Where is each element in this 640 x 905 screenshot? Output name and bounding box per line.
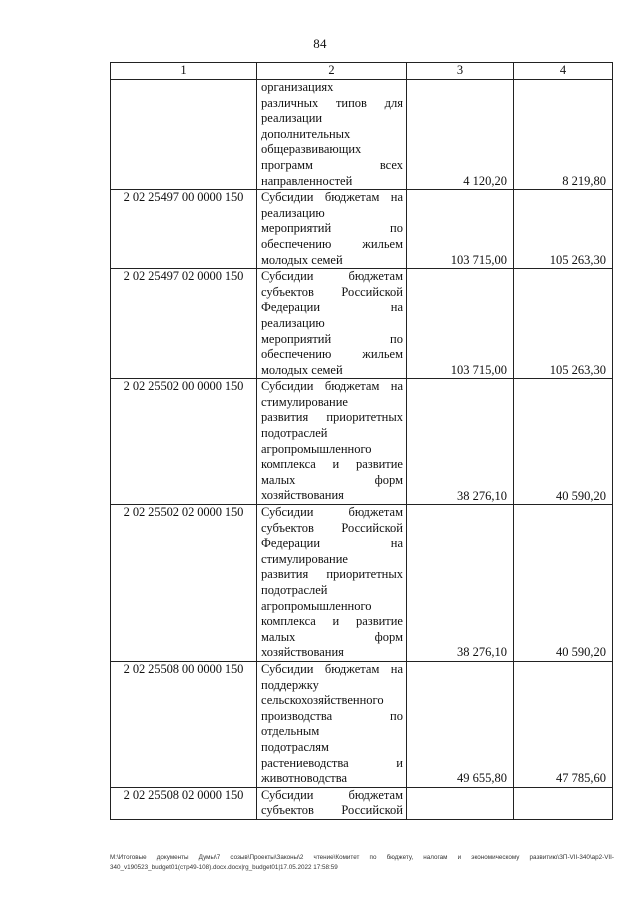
description-line: молодых семей [261,362,343,377]
description-line: общеразвивающих [261,142,362,157]
description-line: поддержку [261,677,319,692]
description-cell [257,787,407,819]
amount-column-3-cell: 49 655,80 [407,661,514,787]
description-line: программ всех [261,157,403,172]
description-cell [257,80,407,190]
budget-code-cell: 2 02 25497 02 0000 150 [111,269,257,379]
column-number-3: 3 [407,63,514,80]
budget-code-cell: 2 02 25508 02 0000 150 [111,787,257,819]
description-line: стимулирование [261,551,348,566]
table-row [111,269,613,379]
amount-column-3-cell: 4 120,20 [407,80,514,190]
description-line: Субсидии бюджетам [261,505,403,520]
description-line: развития приоритетных [261,567,403,582]
amount-column-3-cell [407,787,514,819]
budget-code-cell: 2 02 25508 00 0000 150 [111,661,257,787]
description-line: подотраслей [261,426,328,441]
description-line: отдельным [261,724,320,739]
description-line: малых форм [261,472,403,487]
description-line: малых форм [261,629,403,644]
amount-column-4-cell: 40 590,20 [514,505,613,662]
description-line: Субсидии бюджетам [261,787,403,802]
description-line: хозяйствования [261,645,344,660]
description-cell [257,661,407,787]
amount-column-3-cell: 38 276,10 [407,379,514,505]
description-line: хозяйствования [261,488,344,503]
description-line: реализацию [261,205,325,220]
description-line: развития приоритетных [261,410,403,425]
description-line: Субсидии бюджетам на [261,661,403,676]
description-line: агропромышленного [261,598,372,613]
description-line: стимулирование [261,394,348,409]
description-line: Субсидии бюджетам на [261,190,403,205]
description-cell [257,190,407,269]
description-line: молодых семей [261,252,343,267]
description-cell [257,269,407,379]
document-path-footer [110,853,614,873]
column-number-4: 4 [514,63,613,80]
description-line: сельскохозяйственного [261,693,384,708]
table-row [111,661,613,787]
footer-path-line-1: M:\Итоговые документы Думы\7 созыв\Проекты\Законы\2 чтение\Комитет по бюджету, налогам и экономическому развитию\ЗП-VII-340\ap2-VII- [110,854,614,861]
description-line: мероприятий по [261,331,403,346]
column-number-row [111,63,613,80]
description-line: обеспечению жильем [261,236,403,251]
budget-table [110,62,613,820]
description-line: различных типов для [261,95,403,110]
table-row [111,190,613,269]
column-number-1: 1 [111,63,257,80]
description-line: комплекса и развитие [261,614,403,629]
description-line: субъектов Российской [261,284,403,299]
amount-column-4-cell: 40 590,20 [514,379,613,505]
description-line: мероприятий по [261,221,403,236]
column-number-2: 2 [257,63,407,80]
amount-column-3-cell: 38 276,10 [407,505,514,662]
description-line: обеспечению жильем [261,347,403,362]
description-line: комплекса и развитие [261,457,403,472]
description-line: животноводства [261,771,347,786]
footer-path-line-2: 340_v190523_budget01(стр49-108).docx.docx|rg_budget01|17.05.2022 17:58:59 [110,864,338,871]
budget-code-cell [111,80,257,190]
description-line: субъектов Российской [261,803,403,818]
description-line: подотраслям [261,739,329,754]
description-cell [257,505,407,662]
amount-column-3-cell: 103 715,00 [407,269,514,379]
page-number: 84 [313,36,327,51]
budget-code-cell: 2 02 25502 02 0000 150 [111,505,257,662]
description-line: подотраслей [261,583,328,597]
description-cell [257,379,407,505]
description-line: Федерации на [261,536,403,551]
amount-column-4-cell: 8 219,80 [514,80,613,190]
description-line: реализацию [261,315,325,330]
table-row [111,379,613,505]
table-row [111,80,613,190]
description-line: Субсидии бюджетам [261,269,403,284]
amount-column-4-cell: 105 263,30 [514,190,613,269]
amount-column-4-cell: 47 785,60 [514,661,613,787]
table-row [111,505,613,662]
description-line: Федерации на [261,300,403,315]
budget-code-cell: 2 02 25497 00 0000 150 [111,190,257,269]
description-line: Субсидии бюджетам на [261,379,403,394]
description-line: субъектов Российской [261,520,403,535]
description-line: направленностей [261,173,353,188]
budget-code-cell: 2 02 25502 00 0000 150 [111,379,257,505]
description-line: агропромышленного [261,441,372,456]
description-line: производства по [261,708,403,723]
description-line: организациях [261,80,334,94]
description-line: реализации [261,111,323,126]
description-line: растениеводства и [261,755,403,770]
amount-column-3-cell: 103 715,00 [407,190,514,269]
description-line: дополнительных [261,126,351,141]
table-body [111,63,613,820]
amount-column-4-cell [514,787,613,819]
table-row [111,787,613,819]
amount-column-4-cell: 105 263,30 [514,269,613,379]
